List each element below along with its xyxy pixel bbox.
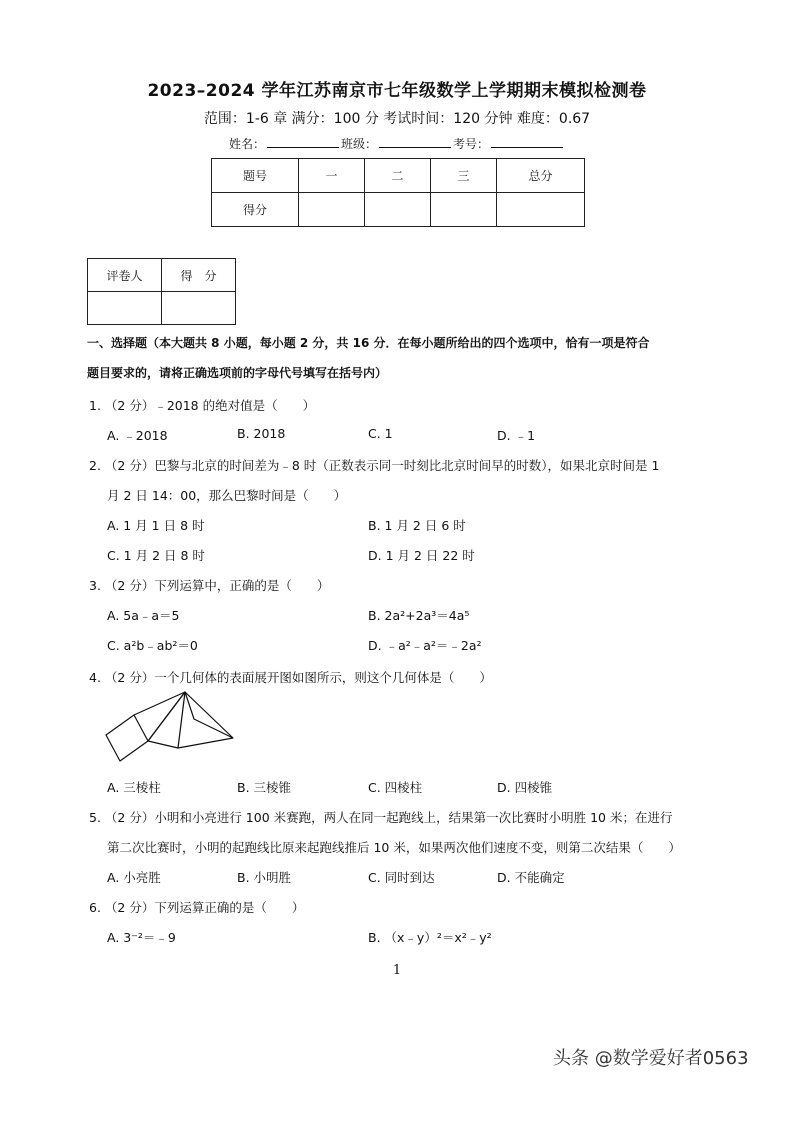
score-cell[interactable] [365,193,431,227]
id-blank[interactable] [491,136,563,148]
question-stem: 2. （2 分）巴黎与北京的时间差为﹣8 时（正数表示同一时刻比北京时间早的时数），如果北京时间是 1 [89,458,660,473]
score-table [211,158,585,227]
score-header-cell: 三 [431,159,497,193]
score-row [212,193,585,227]
option[interactable]: C. 同时到达 [368,870,435,885]
score-header-cell: 二 [365,159,431,193]
grader-cell[interactable] [88,292,162,325]
score-header-cell: 一 [299,159,365,193]
net-triangle-face [106,715,148,761]
score-header-row [212,159,585,193]
grader-cell[interactable] [162,292,236,325]
page-number: 1 [392,963,402,978]
option[interactable]: B. 三棱锥 [237,780,292,795]
option[interactable]: D. 四棱锥 [497,780,553,795]
option[interactable]: A. 5a﹣a＝5 [107,608,180,623]
option[interactable]: A. 三棱柱 [107,780,161,795]
net-square-base [148,692,233,748]
net-edge [134,692,185,741]
section-heading-cont: 题目要求的，请将正确选项前的字母代号填写在括号内） [87,366,388,380]
score-cell[interactable] [497,193,585,227]
question-stem: 5. （2 分）小明和小亮进行 100 米赛跑，两人在同一起跑线上，结果第一次比赛时小明胜 10 米；在进行 [89,810,673,825]
page-title: 2023–2024 学年江苏南京市七年级数学上学期期末模拟检测卷 [147,81,647,101]
score-cell[interactable] [299,193,365,227]
name-blank[interactable] [267,136,339,148]
option[interactable]: A. ﹣2018 [107,428,168,443]
class-blank[interactable] [379,136,451,148]
option[interactable]: D. ﹣1 [497,428,536,443]
score-header-cell: 总分 [497,159,585,193]
score-cell[interactable] [431,193,497,227]
option[interactable]: A. 1 月 1 日 8 时 [107,518,205,533]
option[interactable]: B. 1 月 2 日 6 时 [368,518,466,533]
section-heading: 一、选择题（本大题共 8 小题，每小题 2 分，共 16 分．在每小题所给出的四个选项中，恰有一项是符合 [87,336,650,350]
grader-header-row [88,259,236,292]
grader-header-cell: 评卷人 [88,259,162,292]
option[interactable]: D. 不能确定 [497,870,565,885]
option[interactable]: C. 1 月 2 日 8 时 [107,548,205,563]
option[interactable]: C. 1 [368,426,393,441]
option[interactable]: A. 3⁻²＝﹣9 [107,930,176,945]
question-stem: 4. （2 分）一个几何体的表面展开图如图所示，则这个几何体是（ ） [89,670,492,685]
class-label: 班级： [340,137,377,151]
option[interactable]: D. ﹣a²﹣a²＝﹣2a² [368,638,482,653]
option[interactable]: B. （x﹣y）²＝x²﹣y² [368,930,492,945]
option[interactable]: B. 2a²+2a³＝4a⁵ [368,608,470,623]
option[interactable]: C. a²b﹣ab²＝0 [107,638,198,653]
score-header-cell: 题号 [212,159,299,193]
question-stem: 3. （2 分）下列运算中，正确的是（ ） [89,578,330,593]
name-label: 姓名： [228,137,265,151]
grader-table [87,258,236,325]
score-row-label: 得分 [212,193,299,227]
question-stem-cont: 第二次比赛时，小明的起跑线比原来起跑线推后 10 米，如果两次他们速度不变，则第二次结果（ ） [107,840,681,855]
id-label: 考号： [453,137,490,151]
option[interactable]: B. 小明胜 [237,870,292,885]
exam-info: 范围：1-6 章 满分：100 分 考试时间：120 分钟 难度：0.67 [203,111,591,127]
option[interactable]: A. 小亮胜 [107,870,161,885]
question-stem-cont: 月 2 日 14：00，那么巴黎时间是（ ） [107,488,347,503]
option[interactable]: B. 2018 [237,426,286,441]
option[interactable]: C. 四棱柱 [368,780,423,795]
grader-row [88,292,236,325]
question-stem: 1. （2 分）﹣2018 的绝对值是（ ） [89,398,316,413]
source-watermark: 头条 @数学爱好者0563 [553,1048,749,1069]
pyramid-net-figure [100,690,240,768]
grader-header-cell: 得 分 [162,259,236,292]
option[interactable]: D. 1 月 2 日 22 时 [368,548,475,563]
question-stem: 6. （2 分）下列运算正确的是（ ） [89,900,305,915]
student-info-line [0,135,794,152]
